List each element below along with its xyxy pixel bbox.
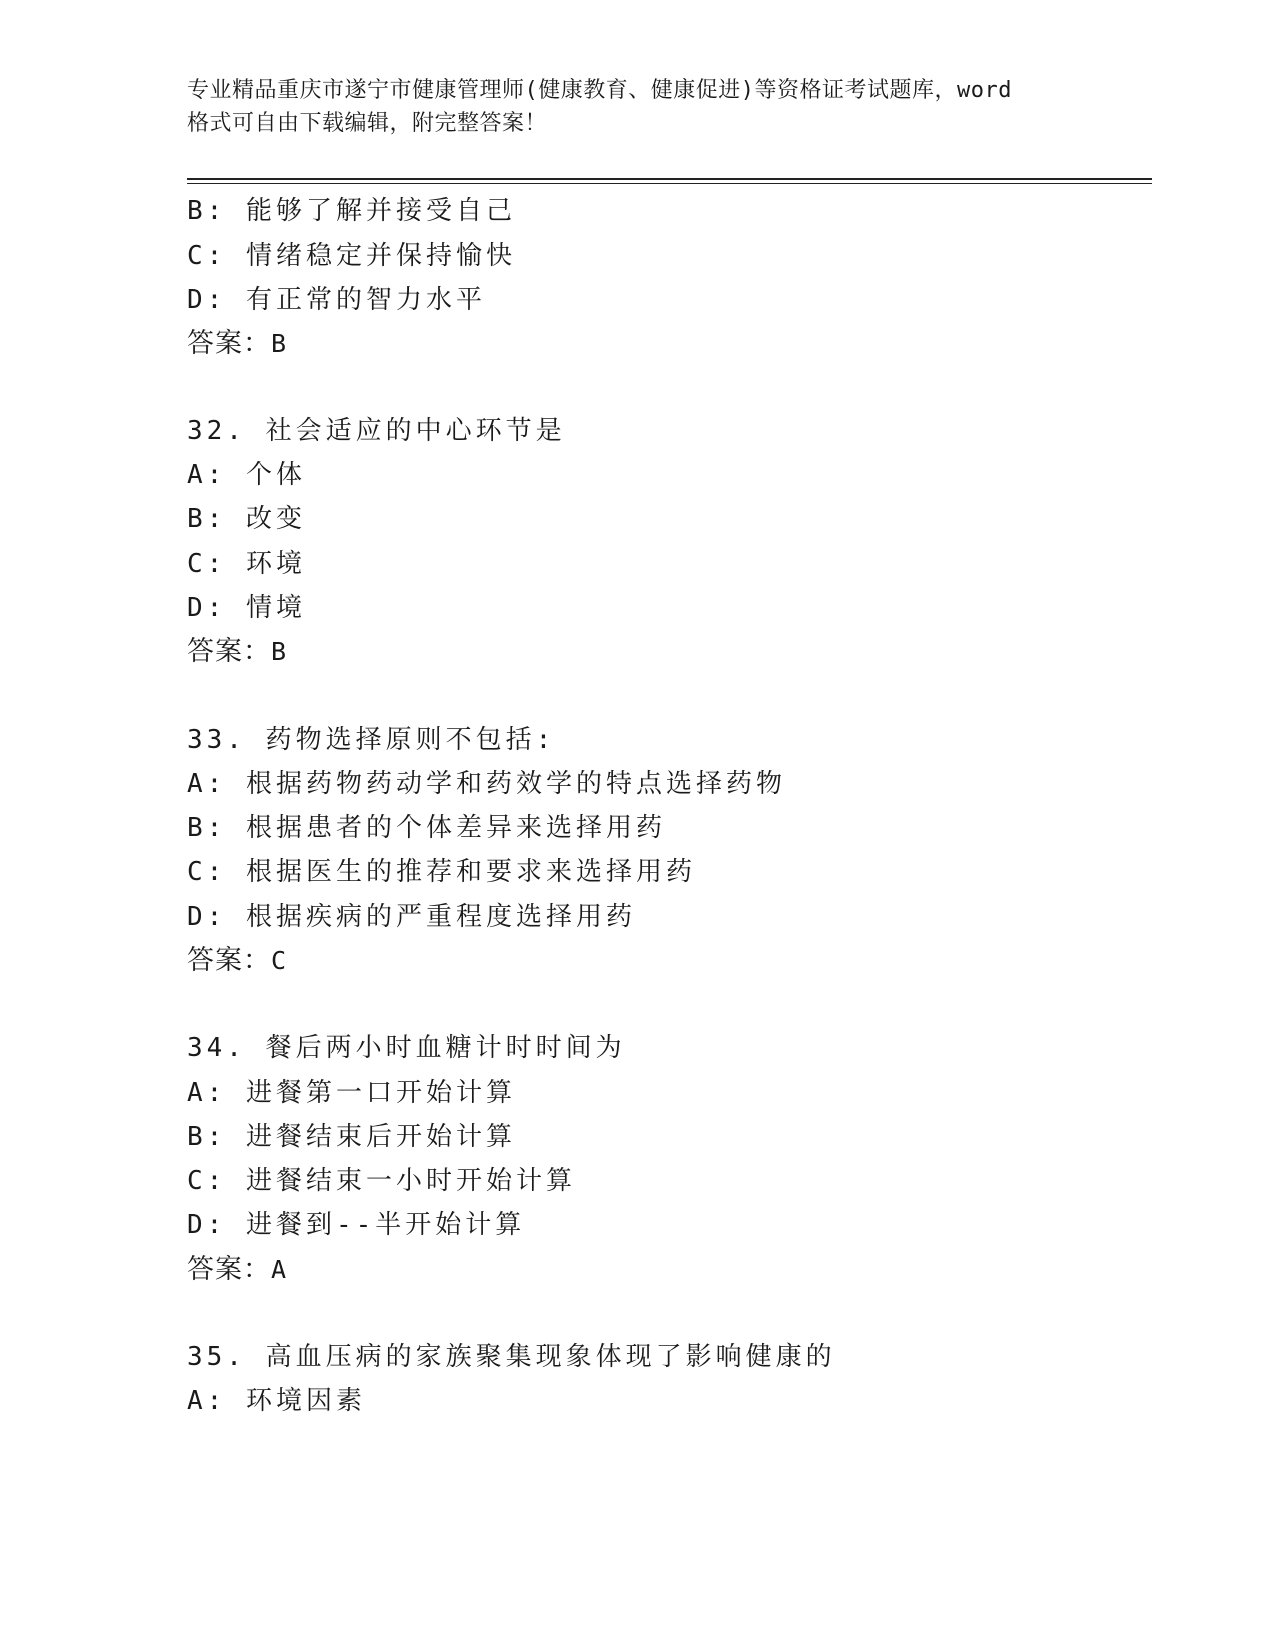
q32-option-a: A: 个体	[187, 460, 306, 490]
q34-option-a: A: 进餐第一口开始计算	[187, 1078, 516, 1108]
q34-option-d: D: 进餐到--半开始计算	[187, 1210, 526, 1240]
q35-question: 35. 高血压病的家族聚集现象体现了影响健康的	[187, 1342, 836, 1372]
q32-option-d: D: 情境	[187, 593, 306, 623]
q32-option-c: C: 环境	[187, 549, 306, 579]
q33-option-d: D: 根据疾病的严重程度选择用药	[187, 902, 636, 932]
answer-label: 答案：	[187, 945, 271, 976]
q34-option-b: B: 进餐结束后开始计算	[187, 1122, 516, 1152]
answer-label: 答案：	[187, 1254, 271, 1285]
answer-label: 答案：	[187, 328, 271, 359]
answer-value: B	[271, 329, 288, 358]
q33-option-b: B: 根据患者的个体差异来选择用药	[187, 813, 666, 843]
header-line-1: 专业精品重庆市遂宁市健康管理师(健康教育、健康促进)等资格证考试题库，word	[187, 78, 1012, 103]
document-header	[187, 74, 1087, 140]
answer-value: B	[271, 637, 288, 666]
header-line-2: 格式可自由下载编辑，附完整答案！	[187, 111, 548, 136]
q31-option-c: C: 情绪稳定并保持愉快	[187, 241, 516, 271]
q33-option-c: C: 根据医生的推荐和要求来选择用药	[187, 857, 696, 887]
header-divider-thick	[187, 178, 1152, 180]
q31-option-d: D: 有正常的智力水平	[187, 285, 486, 315]
q31-answer	[187, 328, 287, 360]
q33-answer	[187, 945, 287, 977]
q34-question: 34. 餐后两小时血糖计时时间为	[187, 1033, 626, 1063]
q33-question: 33. 药物选择原则不包括:	[187, 725, 556, 755]
q31-option-b: B: 能够了解并接受自己	[187, 196, 516, 226]
answer-value: C	[271, 946, 288, 975]
q35-option-a: A: 环境因素	[187, 1386, 366, 1416]
q34-answer	[187, 1254, 287, 1286]
q32-option-b: B: 改变	[187, 504, 306, 534]
q32-question: 32. 社会适应的中心环节是	[187, 416, 566, 446]
answer-label: 答案：	[187, 636, 271, 667]
answer-value: A	[271, 1255, 288, 1284]
q32-answer	[187, 636, 287, 668]
q33-option-a: A: 根据药物药动学和药效学的特点选择药物	[187, 769, 786, 799]
q34-option-c: C: 进餐结束一小时开始计算	[187, 1166, 576, 1196]
header-divider-thin	[187, 183, 1152, 184]
